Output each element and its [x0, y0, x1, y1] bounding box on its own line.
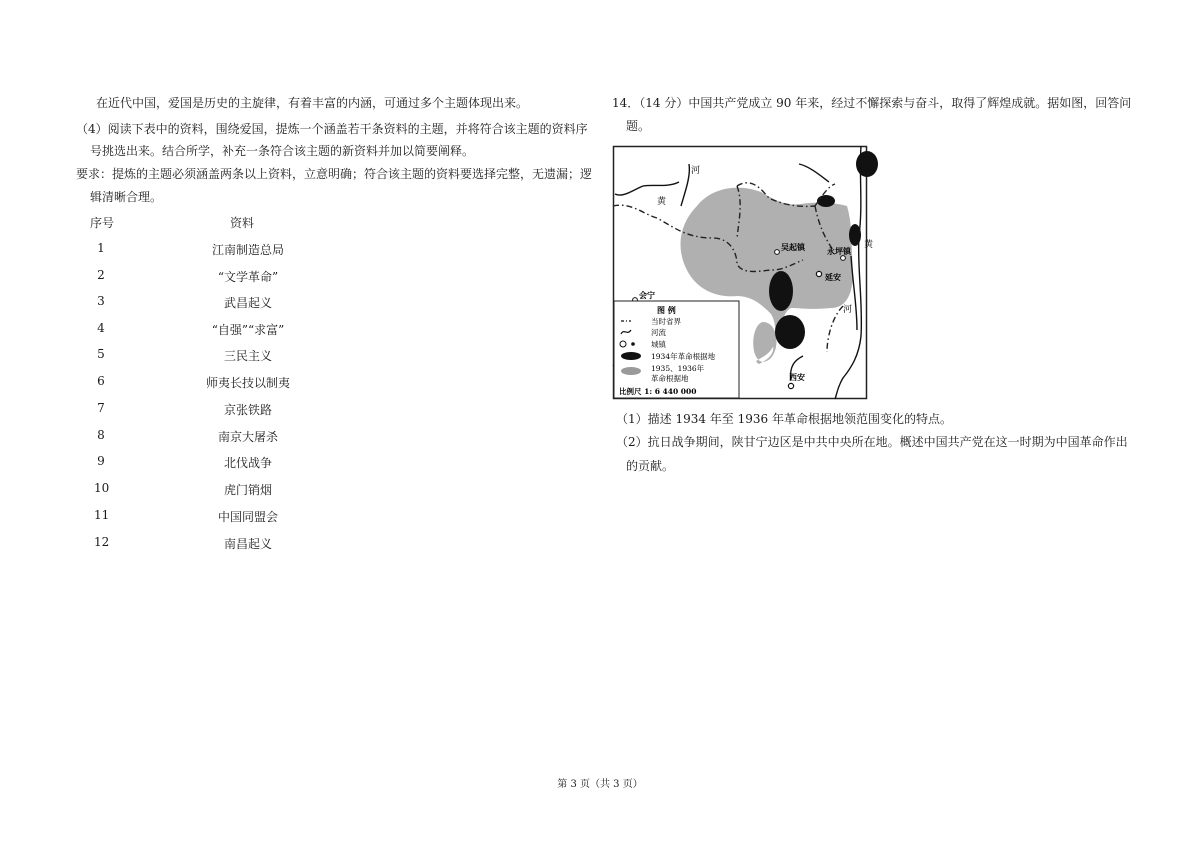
question-14-line-2: 题。 [626, 119, 651, 133]
row-material: 师夷长技以制夷 [205, 376, 290, 390]
question-14-line-1: 14．（14 分）中国共产党成立 90 年来，经过不懈探索与奋斗，取得了辉煌成就。据如图，回答问 [612, 96, 1132, 110]
table-header-number: 序号 [90, 216, 115, 230]
legend-title: 图 例 [657, 305, 676, 315]
requirement-line-1: 要求：提炼的主题必须涵盖两条以上资料，立意明确；符合该主题的资料要选择完整，无遗漏；逻 [76, 167, 593, 181]
base-1934-northeast [817, 195, 835, 207]
table-row [0, 508, 600, 524]
town-marker-yanan [816, 271, 821, 276]
intro-text: 在近代中国，爱国是历史的主旋律，有着丰富的内涵，可通过多个主题体现出来。 [96, 96, 529, 110]
legend-town-icon [631, 342, 635, 346]
table-row [0, 535, 600, 551]
base-area-map [613, 146, 874, 399]
table-row [0, 401, 600, 417]
town-marker-wuqi [775, 250, 780, 255]
table-header-material: 资料 [230, 216, 255, 230]
base-1934-center [769, 271, 793, 311]
row-number: 8 [97, 428, 105, 442]
base-1934-south [775, 315, 805, 349]
river-label-3: 黄 [864, 240, 874, 250]
row-number: 2 [97, 268, 105, 282]
row-number: 1 [97, 241, 105, 255]
town-marker-xian [788, 383, 793, 388]
town-label-wuqi: 吴起镇 [781, 242, 805, 252]
question-4-line-1: （4）阅读下表中的资料，围绕爱国，提炼一个涵盖若干条资料的主题，并将符合该主题的资料序 [76, 122, 588, 136]
legend-1934-base-icon [621, 352, 641, 360]
row-material: 南昌起义 [223, 537, 272, 551]
row-material: “文学革命” [217, 270, 279, 284]
row-number: 9 [97, 454, 105, 468]
row-material: 武昌起义 [223, 296, 272, 310]
legend-item-town: 城镇 [651, 340, 666, 349]
legend-item-1934-base: 1934年革命根据地 [651, 352, 716, 361]
row-number: 7 [97, 401, 105, 415]
row-number: 5 [97, 347, 105, 361]
base-1934-north [856, 151, 878, 177]
row-material: “自强”“求富” [211, 323, 285, 337]
table-row [0, 428, 600, 444]
row-number: 4 [97, 321, 105, 335]
legend-item-border: 当时省界 [651, 317, 681, 326]
row-number: 12 [94, 535, 110, 549]
row-number: 6 [97, 374, 105, 388]
table-row [0, 347, 600, 363]
page-footer: 第 3 页（共 3 页） [557, 779, 643, 790]
table-row [0, 374, 600, 390]
row-material: 南京大屠杀 [217, 430, 278, 444]
legend-item-1935-base: 革命根据地 [651, 374, 689, 383]
row-material: 中国同盟会 [217, 510, 278, 524]
river-label-4: 河 [843, 305, 853, 315]
table-header-row [0, 214, 600, 230]
river-label-1: 河 [691, 166, 701, 176]
row-material: 北伐战争 [223, 456, 272, 470]
table-row [0, 321, 600, 337]
town-label-huining: 会宁 [639, 290, 655, 300]
town-label-xian: 西安 [789, 372, 805, 382]
row-material: 江南制造总局 [211, 243, 284, 257]
table-row [0, 481, 600, 497]
legend-1935-base-icon [621, 367, 641, 375]
row-number: 10 [94, 481, 110, 495]
row-material: 京张铁路 [223, 403, 272, 417]
legend-item-1935: 1935、1936年 [651, 364, 705, 373]
table-row [0, 268, 600, 284]
requirement-line-2: 辑清晰合理。 [90, 190, 163, 204]
town-label-yongping: 永坪镇 [827, 246, 851, 256]
river-label-2: 黄 [657, 197, 667, 207]
question-4-line-2: 号挑选出来。结合所学，补充一条符合该主题的新资料并加以简要阐释。 [90, 144, 475, 158]
map-legend [614, 301, 739, 398]
legend-item-river: 河流 [651, 328, 666, 337]
row-material: 三民主义 [223, 349, 272, 363]
sub-question-2-line-2: 的贡献。 [626, 459, 675, 473]
table-row [0, 294, 600, 310]
row-number: 3 [97, 294, 105, 308]
town-marker-yongping [841, 256, 846, 261]
row-material: 虎门销烟 [223, 483, 272, 497]
sub-question-2-line-1: （2）抗日战争期间，陕甘宁边区是中共中央所在地。概述中国共产党在这一时期为中国革命作出 [616, 435, 1128, 449]
table-row [0, 241, 600, 257]
row-number: 11 [94, 508, 110, 522]
table-row [0, 454, 600, 470]
town-label-yanan: 延安 [825, 272, 841, 282]
sub-question-1: （1）描述 1934 年至 1936 年革命根据地领范围变化的特点。 [616, 412, 952, 426]
legend-scale: 比例尺 1: 6 440 000 [619, 387, 697, 396]
legend-city-icon [620, 341, 626, 347]
